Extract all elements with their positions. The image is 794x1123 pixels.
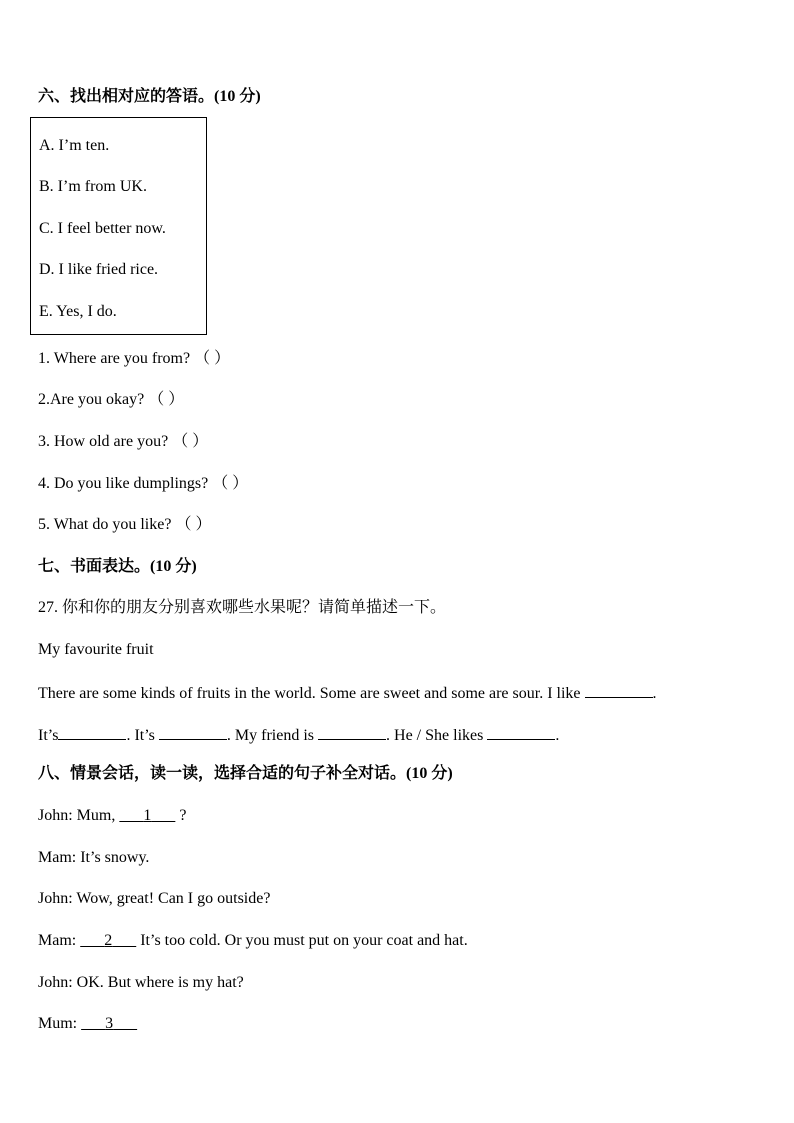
dialog-line-3: John: Wow, great! Can I go outside? — [38, 890, 271, 907]
section-8-heading: 八、情景会话，读一读，选择合适的句子补全对话。(10 分) — [38, 765, 453, 782]
question-1: 1. Where are you from? （ ） — [38, 350, 231, 367]
option-e: E. Yes, I do. — [39, 303, 117, 320]
blank-its-2[interactable] — [159, 723, 227, 740]
option-a: A. I’m ten. — [39, 137, 110, 154]
blank-its-1[interactable] — [58, 723, 126, 740]
dialog-blank-3[interactable]: 3 — [105, 1015, 114, 1032]
essay-line-2-part-2: . It’s — [126, 727, 155, 744]
essay-line-1-text: There are some kinds of fruits in the world. Some are sweet and some are sour. I like — [38, 685, 581, 702]
question-3: 3. How old are you? （ ） — [38, 433, 209, 450]
dialog-line-6 — [38, 1014, 137, 1034]
essay-line-2-part-5: . — [555, 727, 560, 744]
essay-title: My favourite fruit — [38, 641, 154, 658]
dialog-blank-1[interactable]: 1 — [143, 807, 152, 824]
dialog-blank-2[interactable]: 2 — [104, 932, 113, 949]
question-4: 4. Do you like dumplings? （ ） — [38, 475, 249, 492]
essay-line-2 — [38, 723, 559, 746]
option-b: B. I’m from UK. — [39, 178, 147, 195]
option-c: C. I feel better now. — [39, 220, 166, 237]
essay-line-2-part-1: It’s — [38, 727, 59, 744]
dialog-line-2: Mam: It’s snowy. — [38, 849, 150, 866]
dialog-speaker: John: Mum, — [38, 807, 116, 824]
dialog-line-4 — [38, 931, 468, 951]
dialog-line-5: John: OK. But where is my hat? — [38, 974, 244, 991]
blank-friend-likes[interactable] — [487, 723, 555, 740]
dialog-line-1 — [38, 806, 186, 826]
question-5: 5. What do you like? （ ） — [38, 516, 212, 533]
dialog-speaker: Mum: — [38, 1015, 78, 1032]
section-7-heading: 七、书面表达。(10 分) — [38, 558, 197, 575]
question-2: 2.Are you okay? （ ） — [38, 391, 185, 408]
dialog-after: It’s too cold. Or you must put on your coat and hat. — [140, 932, 468, 949]
section-6-heading: 六、找出相对应的答语。(10 分) — [38, 88, 261, 105]
blank-friend[interactable] — [318, 723, 386, 740]
option-d: D. I like fried rice. — [39, 261, 159, 278]
essay-line-2-part-4: . He / She likes — [386, 727, 484, 744]
writing-prompt: 27. 你和你的朋友分别喜欢哪些水果呢？请简单描述一下。 — [38, 599, 447, 616]
answer-options-box — [30, 117, 207, 335]
blank-fruit-i-like[interactable] — [585, 681, 653, 698]
essay-line-2-part-3: . My friend is — [226, 727, 315, 744]
dialog-after: ? — [179, 807, 187, 824]
dialog-speaker: Mam: — [38, 932, 77, 949]
essay-line-1: There are some kinds of fruits in the world. Some are sweet and some are sour. I like . — [38, 681, 657, 704]
